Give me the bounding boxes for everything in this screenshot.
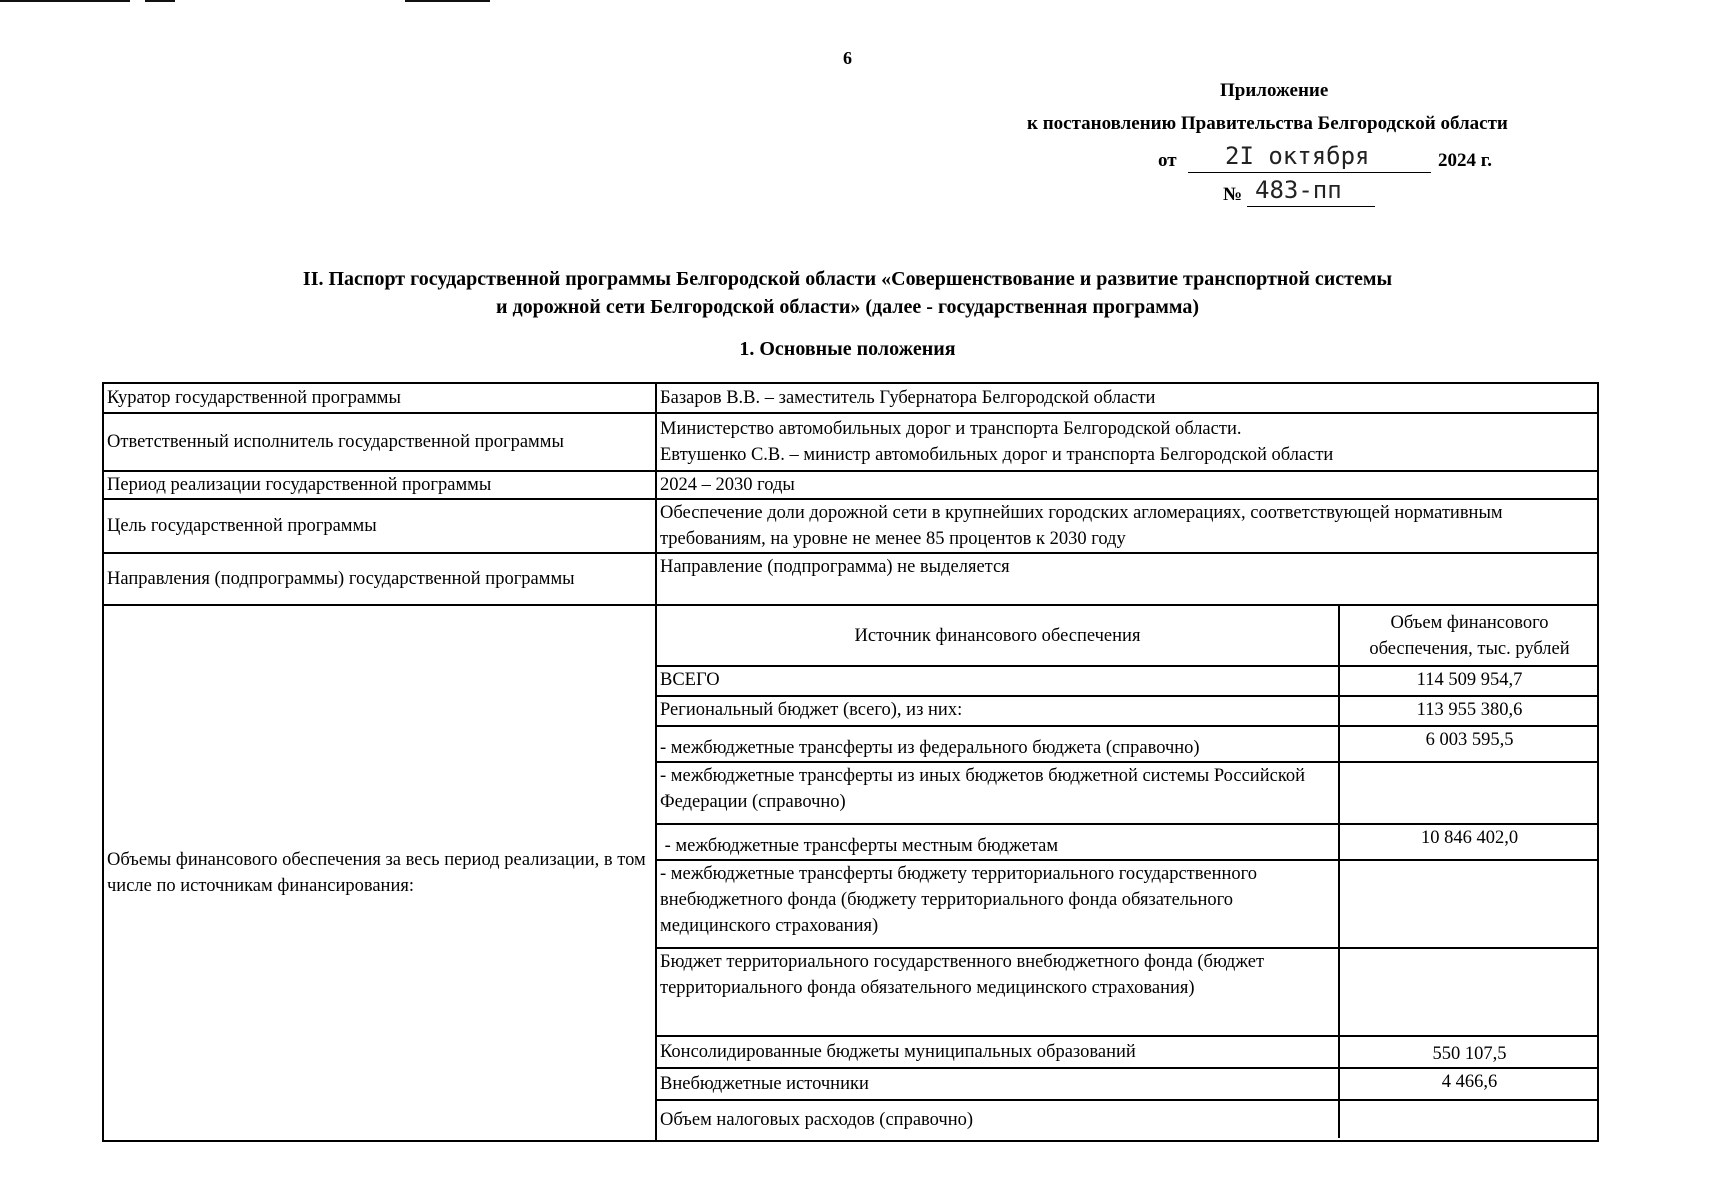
finance-amount: 113 955 380,6 — [1339, 696, 1599, 726]
number-handwritten: 483-пп — [1255, 176, 1342, 204]
finance-cell — [656, 605, 1598, 1141]
finance-amount: 114 509 954,7 — [1339, 666, 1599, 696]
finance-source: Бюджет территориального государственного внебюджетного фонда (бюджет территориального фонда обязательного медицинского страхования) — [657, 948, 1339, 1036]
row-value: Базаров В.В. – заместитель Губернатора Белгородской области — [656, 383, 1598, 413]
finance-row — [657, 948, 1599, 1036]
scan-artifact-line — [0, 0, 130, 2]
row-value: Направление (подпрограмма) не выделяется — [656, 553, 1598, 605]
finance-source: Объем налоговых расходов (справочно) — [657, 1100, 1339, 1138]
heading-line-2: и дорожной сети Белгородской области» (далее - государственная программа) — [496, 296, 1199, 318]
finance-source: - межбюджетные трансферты бюджету территориального государственного внебюджетного фонда (бюджету территориального фонда обязательного медицинского страхования) — [657, 860, 1339, 948]
finance-amount — [1339, 762, 1599, 824]
number-underline — [1247, 206, 1375, 207]
finance-source: - межбюджетные трансферты из федерального бюджета (справочно) — [657, 726, 1339, 762]
finance-row — [657, 860, 1599, 948]
finance-row — [657, 824, 1599, 860]
table-row — [103, 499, 1598, 553]
date-underline — [1188, 172, 1431, 173]
finance-source: Внебюджетные источники — [657, 1068, 1339, 1100]
row-value-line: Евтушенко С.В. – министр автомобильных дорог и транспорта Белгородской области — [660, 445, 1334, 465]
table-row-finance — [103, 605, 1598, 1141]
scan-artifact-line — [145, 0, 175, 2]
appendix-title: Приложение — [1220, 80, 1329, 101]
finance-amount: 6 003 595,5 — [1339, 726, 1599, 762]
row-value — [656, 413, 1598, 471]
row-value-line: Министерство автомобильных дорог и транспорта Белгородской области. — [660, 419, 1242, 439]
finance-amount: 10 846 402,0 — [1339, 824, 1599, 860]
finance-label: Объемы финансового обеспечения за весь период реализации, в том числе по источникам финансирования: — [103, 605, 656, 1141]
table-row — [103, 471, 1598, 499]
finance-amount: 550 107,5 — [1339, 1036, 1599, 1068]
finance-amount — [1339, 860, 1599, 948]
finance-amount: 4 466,6 — [1339, 1068, 1599, 1100]
number-label: № — [1223, 184, 1243, 205]
date-from-label: от — [1158, 150, 1177, 171]
table-row — [103, 553, 1598, 605]
finance-source: - межбюджетные трансферты из иных бюджетов бюджетной системы Российской Федерации (справочно) — [657, 762, 1339, 824]
finance-source: Консолидированные бюджеты муниципальных образований — [657, 1036, 1339, 1068]
scan-artifact-line — [405, 0, 490, 2]
finance-source: Региональный бюджет (всего), из них: — [657, 696, 1339, 726]
finance-header-source: Источник финансового обеспечения — [657, 606, 1339, 666]
row-label: Направления (подпрограммы) государственной программы — [103, 553, 656, 605]
table-row — [103, 413, 1598, 471]
finance-amount — [1339, 1100, 1599, 1138]
finance-row — [657, 1036, 1599, 1068]
page-number: 6 — [843, 48, 852, 68]
finance-source: ВСЕГО — [657, 666, 1339, 696]
finance-source: - межбюджетные трансферты местным бюджетам — [657, 824, 1339, 860]
row-label: Ответственный исполнитель государственной программы — [103, 413, 656, 471]
finance-row — [657, 696, 1599, 726]
row-label: Цель государственной программы — [103, 499, 656, 553]
finance-row — [657, 666, 1599, 696]
passport-table — [102, 382, 1599, 1142]
finance-header-row — [657, 606, 1599, 666]
row-label: Куратор государственной программы — [103, 383, 656, 413]
row-value: Обеспечение доли дорожной сети в крупнейших городских агломерациях, соответствующей нормативным требованиям, на уровне не менее 85 процентов к 2030 году — [656, 499, 1598, 553]
finance-row — [657, 762, 1599, 824]
date-handwritten: 2I октября — [1225, 142, 1370, 170]
appendix-subtitle: к постановлению Правительства Белгородской области — [1027, 113, 1508, 134]
finance-header-amount: Объем финансового обеспечения, тыс. рублей — [1339, 606, 1599, 666]
finance-table — [657, 606, 1599, 1138]
finance-row — [657, 1100, 1599, 1138]
section-title: 1. Основные положения — [739, 338, 956, 360]
finance-row — [657, 726, 1599, 762]
finance-row — [657, 1068, 1599, 1100]
heading-line-1: II. Паспорт государственной программы Белгородской области «Совершенствование и развитие транспортной системы — [302, 268, 1393, 290]
finance-amount — [1339, 948, 1599, 1036]
row-label: Период реализации государственной программы — [103, 471, 656, 499]
date-year: 2024 г. — [1438, 150, 1492, 171]
table-row — [103, 383, 1598, 413]
row-value: 2024 – 2030 годы — [656, 471, 1598, 499]
